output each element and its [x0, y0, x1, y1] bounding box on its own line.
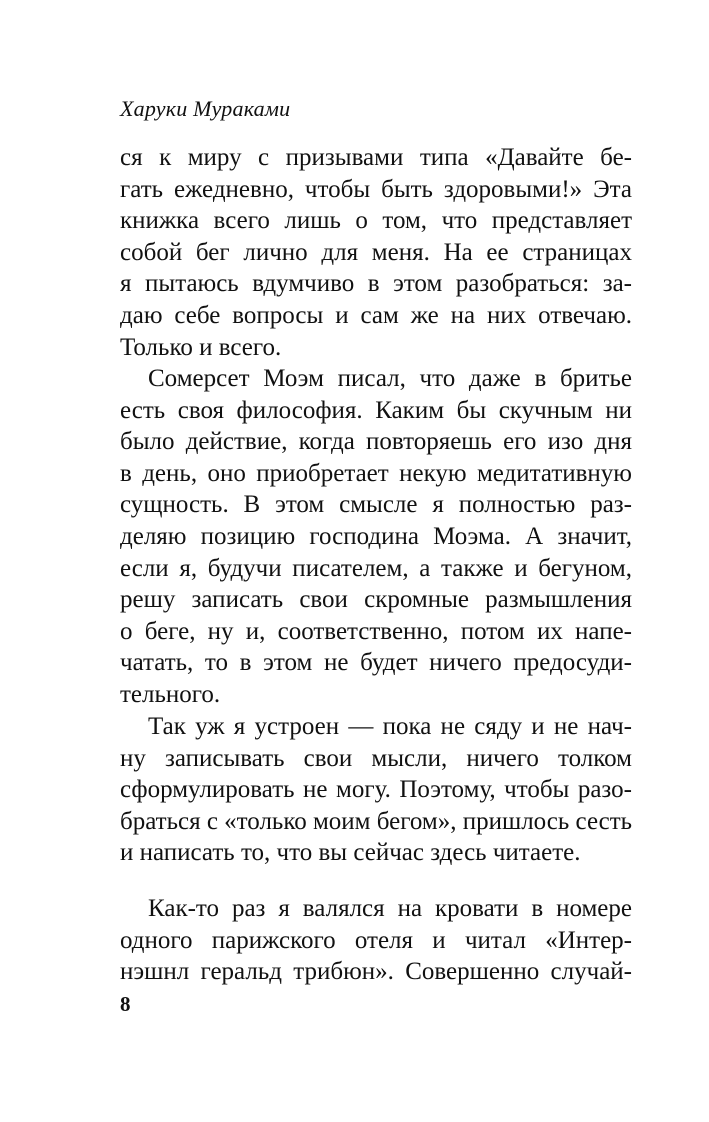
text-line: сущность. В этом смысле я полностью раз-	[120, 491, 632, 519]
running-head-author: Харуки Мураками	[120, 96, 291, 121]
text-line: чатать, то в этом не будет ничего предосуди-	[120, 649, 632, 677]
paragraph-2	[120, 363, 632, 711]
paragraph-4	[120, 893, 632, 988]
text-line: Как-то раз я валялся на кровати в номере	[148, 895, 632, 922]
text-line: одного парижского отеля и читал «Интер-	[120, 926, 632, 954]
text-line: даю себе вопросы и сам же на них отвечаю.	[120, 301, 632, 329]
text-line: есть своя философия. Каким бы скучным ни	[120, 396, 632, 424]
paragraph-1	[120, 142, 632, 363]
text-line: деляю позицию господина Моэма. А значит,	[120, 522, 632, 550]
text-line: тельного.	[120, 680, 221, 708]
text-line: было действие, когда повторяешь его изо дня	[120, 428, 632, 456]
text-line: книжка всего лишь о том, что представляет	[120, 207, 632, 235]
text-line: нэшнл геральд трибюн». Совершенно случай-	[120, 958, 632, 986]
text-line: в день, оно приобретает некую медитативную	[120, 459, 632, 487]
paragraph-3	[120, 711, 632, 869]
text-line: и написать то, что вы сейчас здесь читаете.	[120, 839, 581, 867]
text-line: ся к миру с призывами типа «Давайте бе-	[120, 144, 632, 171]
text-line: я пытаюсь вдумчиво в этом разобраться: за-	[120, 270, 632, 298]
text-line: Сомерсет Моэм писал, что даже в бритье	[148, 365, 632, 392]
text-line: собой бег лично для меня. На ее страницах	[120, 238, 632, 266]
page-number: 8	[120, 992, 131, 1016]
text-line: Так уж я устроен — пока не сяду и не нач-	[148, 713, 632, 740]
text-line: о беге, ну и, соответственно, потом их напе-	[120, 617, 632, 645]
text-line: если я, будучи писателем, а также и бегуном,	[120, 554, 632, 582]
text-line: гать ежедневно, чтобы быть здоровыми!» Эта	[120, 175, 632, 203]
text-line: ну записывать свои мысли, ничего толком	[120, 744, 632, 772]
text-line: решу записать свои скромные размышления	[120, 586, 632, 614]
text-line: Только и всего.	[120, 333, 282, 361]
text-line: браться с «только моим бегом», пришлось сесть	[120, 807, 633, 835]
text-line: сформулировать не могу. Поэтому, чтобы разо-	[120, 776, 632, 804]
